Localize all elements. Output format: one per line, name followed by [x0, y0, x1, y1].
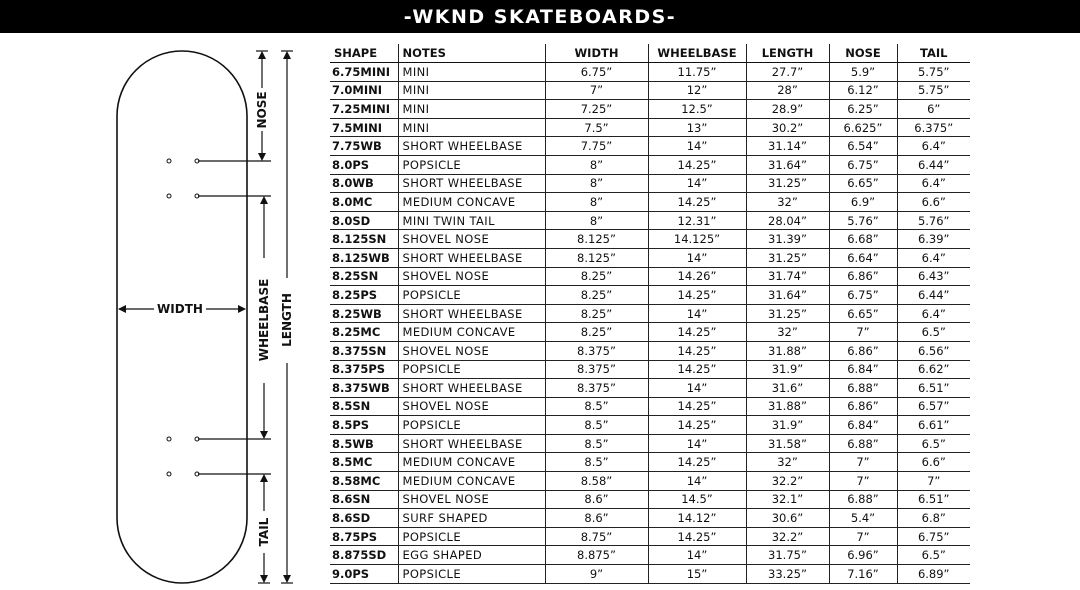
cell-width: 7.25”	[545, 100, 648, 119]
cell-notes: SHORT WHEELBASE	[398, 137, 545, 156]
deck-diagram-svg	[0, 33, 310, 590]
cell-nose: 5.4”	[829, 509, 897, 528]
cell-width: 8”	[545, 193, 648, 212]
cell-nose: 5.76”	[829, 211, 897, 230]
cell-width: 8.75”	[545, 527, 648, 546]
cell-tail: 6.4”	[897, 137, 970, 156]
table-row	[330, 63, 970, 82]
cell-wheelbase: 14.125”	[648, 230, 746, 249]
cell-wheelbase: 14.25”	[648, 397, 746, 416]
cell-tail: 6.5”	[897, 323, 970, 342]
cell-shape: 8.5PS	[330, 416, 398, 435]
cell-notes: MEDIUM CONCAVE	[398, 193, 545, 212]
cell-length: 32”	[746, 193, 829, 212]
cell-length: 32.2”	[746, 527, 829, 546]
cell-shape: 8.25PS	[330, 286, 398, 305]
cell-length: 32.1”	[746, 490, 829, 509]
page-title: -WKND SKATEBOARDS-	[403, 5, 677, 28]
cell-shape: 8.75PS	[330, 527, 398, 546]
table-row	[330, 267, 970, 286]
table-row	[330, 248, 970, 267]
column-header-tail: TAIL	[897, 44, 970, 63]
column-header-width: WIDTH	[545, 44, 648, 63]
cell-width: 8.25”	[545, 286, 648, 305]
table-row	[330, 211, 970, 230]
cell-width: 9”	[545, 565, 648, 584]
cell-wheelbase: 14”	[648, 137, 746, 156]
cell-shape: 8.5MC	[330, 453, 398, 472]
cell-shape: 8.0MC	[330, 193, 398, 212]
cell-wheelbase: 13”	[648, 118, 746, 137]
cell-tail: 6.56”	[897, 341, 970, 360]
table-row	[330, 304, 970, 323]
cell-wheelbase: 12.5”	[648, 100, 746, 119]
cell-length: 31.25”	[746, 174, 829, 193]
cell-shape: 8.25WB	[330, 304, 398, 323]
cell-shape: 9.0PS	[330, 565, 398, 584]
cell-nose: 7”	[829, 527, 897, 546]
cell-width: 8.125”	[545, 230, 648, 249]
cell-nose: 6.86”	[829, 341, 897, 360]
cell-nose: 6.88”	[829, 490, 897, 509]
cell-notes: SHORT WHEELBASE	[398, 174, 545, 193]
cell-nose: 6.88”	[829, 379, 897, 398]
tail-label: TAIL	[257, 517, 271, 547]
cell-nose: 6.25”	[829, 100, 897, 119]
cell-tail: 5.76”	[897, 211, 970, 230]
table-row	[330, 193, 970, 212]
cell-notes: POPSICLE	[398, 155, 545, 174]
cell-notes: MINI	[398, 118, 545, 137]
cell-wheelbase: 12.31”	[648, 211, 746, 230]
cell-tail: 6.6”	[897, 453, 970, 472]
wheelbase-label: WHEELBASE	[257, 278, 271, 362]
cell-width: 8.375”	[545, 379, 648, 398]
cell-wheelbase: 14.25”	[648, 416, 746, 435]
cell-notes: MEDIUM CONCAVE	[398, 472, 545, 491]
cell-wheelbase: 14”	[648, 304, 746, 323]
cell-nose: 6.65”	[829, 174, 897, 193]
table-row	[330, 397, 970, 416]
cell-shape: 8.5SN	[330, 397, 398, 416]
cell-tail: 6.43”	[897, 267, 970, 286]
cell-nose: 6.54”	[829, 137, 897, 156]
cell-notes: MEDIUM CONCAVE	[398, 323, 545, 342]
cell-nose: 6.9”	[829, 193, 897, 212]
cell-tail: 6.57”	[897, 397, 970, 416]
cell-tail: 6.44”	[897, 286, 970, 305]
cell-shape: 6.75MINI	[330, 63, 398, 82]
cell-wheelbase: 14.5”	[648, 490, 746, 509]
cell-tail: 6.39”	[897, 230, 970, 249]
cell-tail: 7”	[897, 472, 970, 491]
cell-width: 6.75”	[545, 63, 648, 82]
cell-length: 31.88”	[746, 397, 829, 416]
cell-nose: 7”	[829, 323, 897, 342]
cell-tail: 6.5”	[897, 546, 970, 565]
cell-width: 8.125”	[545, 248, 648, 267]
cell-shape: 8.6SD	[330, 509, 398, 528]
table-row	[330, 379, 970, 398]
cell-notes: POPSICLE	[398, 416, 545, 435]
cell-tail: 6.44”	[897, 155, 970, 174]
cell-nose: 6.12”	[829, 81, 897, 100]
cell-tail: 6.51”	[897, 490, 970, 509]
truck-holes-front	[167, 159, 199, 198]
cell-notes: POPSICLE	[398, 565, 545, 584]
cell-length: 31.14”	[746, 137, 829, 156]
header-banner	[0, 0, 1080, 33]
cell-width: 8”	[545, 155, 648, 174]
cell-shape: 8.875SD	[330, 546, 398, 565]
cell-tail: 6.51”	[897, 379, 970, 398]
cell-notes: MINI TWIN TAIL	[398, 211, 545, 230]
cell-length: 28.9”	[746, 100, 829, 119]
cell-nose: 5.9”	[829, 63, 897, 82]
cell-wheelbase: 14.26”	[648, 267, 746, 286]
length-label: LENGTH	[280, 293, 294, 347]
cell-width: 8.375”	[545, 341, 648, 360]
cell-width: 8.58”	[545, 472, 648, 491]
cell-wheelbase: 14”	[648, 248, 746, 267]
cell-length: 28.04”	[746, 211, 829, 230]
cell-notes: SHORT WHEELBASE	[398, 379, 545, 398]
table-row	[330, 341, 970, 360]
table-row	[330, 453, 970, 472]
cell-length: 31.75”	[746, 546, 829, 565]
cell-notes: MINI	[398, 81, 545, 100]
table-row	[330, 174, 970, 193]
cell-tail: 6”	[897, 100, 970, 119]
cell-nose: 7”	[829, 453, 897, 472]
cell-tail: 6.375”	[897, 118, 970, 137]
cell-notes: POPSICLE	[398, 360, 545, 379]
cell-width: 8.25”	[545, 323, 648, 342]
table-row	[330, 81, 970, 100]
cell-wheelbase: 14”	[648, 434, 746, 453]
cell-tail: 6.61”	[897, 416, 970, 435]
cell-tail: 6.8”	[897, 509, 970, 528]
cell-wheelbase: 14”	[648, 546, 746, 565]
cell-notes: EGG SHAPED	[398, 546, 545, 565]
cell-shape: 7.75WB	[330, 137, 398, 156]
cell-wheelbase: 14.25”	[648, 527, 746, 546]
cell-shape: 8.375SN	[330, 341, 398, 360]
cell-length: 33.25”	[746, 565, 829, 584]
cell-notes: SURF SHAPED	[398, 509, 545, 528]
table-row	[330, 155, 970, 174]
width-label: WIDTH	[157, 302, 203, 316]
cell-length: 31.9”	[746, 360, 829, 379]
cell-wheelbase: 14”	[648, 472, 746, 491]
table-row	[330, 230, 970, 249]
cell-wheelbase: 14”	[648, 174, 746, 193]
cell-width: 7.75”	[545, 137, 648, 156]
cell-width: 8”	[545, 211, 648, 230]
column-header-nose: NOSE	[829, 44, 897, 63]
cell-length: 31.64”	[746, 286, 829, 305]
cell-shape: 8.375PS	[330, 360, 398, 379]
cell-width: 8.5”	[545, 434, 648, 453]
cell-length: 31.25”	[746, 304, 829, 323]
cell-nose: 7”	[829, 472, 897, 491]
table-row	[330, 100, 970, 119]
table-row	[330, 323, 970, 342]
cell-wheelbase: 14.12”	[648, 509, 746, 528]
cell-wheelbase: 15”	[648, 565, 746, 584]
cell-tail: 6.4”	[897, 304, 970, 323]
cell-wheelbase: 14”	[648, 379, 746, 398]
cell-nose: 6.75”	[829, 286, 897, 305]
deck-diagram	[0, 33, 310, 590]
cell-shape: 8.125SN	[330, 230, 398, 249]
cell-length: 31.74”	[746, 267, 829, 286]
cell-shape: 7.5MINI	[330, 118, 398, 137]
cell-width: 8.25”	[545, 267, 648, 286]
column-header-notes: NOTES	[398, 44, 545, 63]
cell-notes: SHORT WHEELBASE	[398, 304, 545, 323]
table-row	[330, 546, 970, 565]
deck-outline	[117, 51, 247, 583]
cell-width: 8.5”	[545, 453, 648, 472]
cell-nose: 6.86”	[829, 267, 897, 286]
cell-notes: SHOVEL NOSE	[398, 230, 545, 249]
table-row	[330, 286, 970, 305]
cell-nose: 6.75”	[829, 155, 897, 174]
cell-length: 31.39”	[746, 230, 829, 249]
cell-width: 8.6”	[545, 509, 648, 528]
cell-wheelbase: 14.25”	[648, 360, 746, 379]
cell-shape: 8.25MC	[330, 323, 398, 342]
cell-notes: SHORT WHEELBASE	[398, 434, 545, 453]
size-table	[330, 44, 970, 584]
cell-length: 31.88”	[746, 341, 829, 360]
cell-length: 31.64”	[746, 155, 829, 174]
cell-width: 8.5”	[545, 397, 648, 416]
cell-notes: MEDIUM CONCAVE	[398, 453, 545, 472]
table-row	[330, 434, 970, 453]
cell-nose: 6.64”	[829, 248, 897, 267]
cell-notes: POPSICLE	[398, 286, 545, 305]
cell-shape: 8.0PS	[330, 155, 398, 174]
cell-wheelbase: 14.25”	[648, 155, 746, 174]
table-row	[330, 509, 970, 528]
cell-wheelbase: 14.25”	[648, 323, 746, 342]
cell-notes: MINI	[398, 63, 545, 82]
cell-wheelbase: 14.25”	[648, 341, 746, 360]
cell-tail: 5.75”	[897, 63, 970, 82]
cell-notes: SHOVEL NOSE	[398, 490, 545, 509]
cell-width: 8.25”	[545, 304, 648, 323]
table-row	[330, 416, 970, 435]
cell-length: 28”	[746, 81, 829, 100]
cell-notes: SHOVEL NOSE	[398, 397, 545, 416]
cell-shape: 8.6SN	[330, 490, 398, 509]
cell-length: 31.9”	[746, 416, 829, 435]
cell-nose: 6.86”	[829, 397, 897, 416]
cell-width: 7”	[545, 81, 648, 100]
cell-length: 32.2”	[746, 472, 829, 491]
cell-width: 8”	[545, 174, 648, 193]
cell-width: 8.375”	[545, 360, 648, 379]
cell-length: 27.7”	[746, 63, 829, 82]
cell-tail: 5.75”	[897, 81, 970, 100]
cell-shape: 8.375WB	[330, 379, 398, 398]
cell-wheelbase: 14.25”	[648, 286, 746, 305]
cell-length: 31.6”	[746, 379, 829, 398]
cell-nose: 6.84”	[829, 360, 897, 379]
table-header-row	[330, 44, 970, 63]
cell-width: 8.875”	[545, 546, 648, 565]
cell-width: 7.5”	[545, 118, 648, 137]
column-header-wheelbase: WHEELBASE	[648, 44, 746, 63]
column-header-length: LENGTH	[746, 44, 829, 63]
table-row	[330, 360, 970, 379]
table-row	[330, 527, 970, 546]
cell-tail: 6.62”	[897, 360, 970, 379]
cell-length: 32”	[746, 453, 829, 472]
cell-shape: 7.25MINI	[330, 100, 398, 119]
cell-length: 31.25”	[746, 248, 829, 267]
cell-length: 32”	[746, 323, 829, 342]
table-row	[330, 565, 970, 584]
cell-length: 31.58”	[746, 434, 829, 453]
size-chart	[330, 44, 970, 584]
cell-notes: SHOVEL NOSE	[398, 341, 545, 360]
cell-nose: 7.16”	[829, 565, 897, 584]
column-header-shape: SHAPE	[330, 44, 398, 63]
cell-shape: 8.125WB	[330, 248, 398, 267]
table-row	[330, 472, 970, 491]
cell-shape: 7.0MINI	[330, 81, 398, 100]
nose-label: NOSE	[255, 91, 269, 129]
table-row	[330, 118, 970, 137]
cell-tail: 6.4”	[897, 248, 970, 267]
cell-width: 8.6”	[545, 490, 648, 509]
table-body	[330, 63, 970, 584]
cell-tail: 6.5”	[897, 434, 970, 453]
truck-holes-rear	[167, 437, 199, 476]
cell-nose: 6.68”	[829, 230, 897, 249]
cell-shape: 8.25SN	[330, 267, 398, 286]
cell-tail: 6.75”	[897, 527, 970, 546]
cell-notes: SHOVEL NOSE	[398, 267, 545, 286]
cell-shape: 8.0WB	[330, 174, 398, 193]
cell-tail: 6.6”	[897, 193, 970, 212]
cell-nose: 6.84”	[829, 416, 897, 435]
cell-wheelbase: 14.25”	[648, 193, 746, 212]
cell-wheelbase: 11.75”	[648, 63, 746, 82]
cell-notes: POPSICLE	[398, 527, 545, 546]
cell-notes: SHORT WHEELBASE	[398, 248, 545, 267]
table-row	[330, 137, 970, 156]
cell-tail: 6.89”	[897, 565, 970, 584]
cell-shape: 8.5WB	[330, 434, 398, 453]
cell-notes: MINI	[398, 100, 545, 119]
cell-nose: 6.96”	[829, 546, 897, 565]
cell-shape: 8.0SD	[330, 211, 398, 230]
cell-nose: 6.88”	[829, 434, 897, 453]
cell-length: 30.2”	[746, 118, 829, 137]
cell-nose: 6.625”	[829, 118, 897, 137]
cell-shape: 8.58MC	[330, 472, 398, 491]
cell-wheelbase: 12”	[648, 81, 746, 100]
cell-length: 30.6”	[746, 509, 829, 528]
cell-width: 8.5”	[545, 416, 648, 435]
cell-tail: 6.4”	[897, 174, 970, 193]
table-row	[330, 490, 970, 509]
cell-wheelbase: 14.25”	[648, 453, 746, 472]
cell-nose: 6.65”	[829, 304, 897, 323]
